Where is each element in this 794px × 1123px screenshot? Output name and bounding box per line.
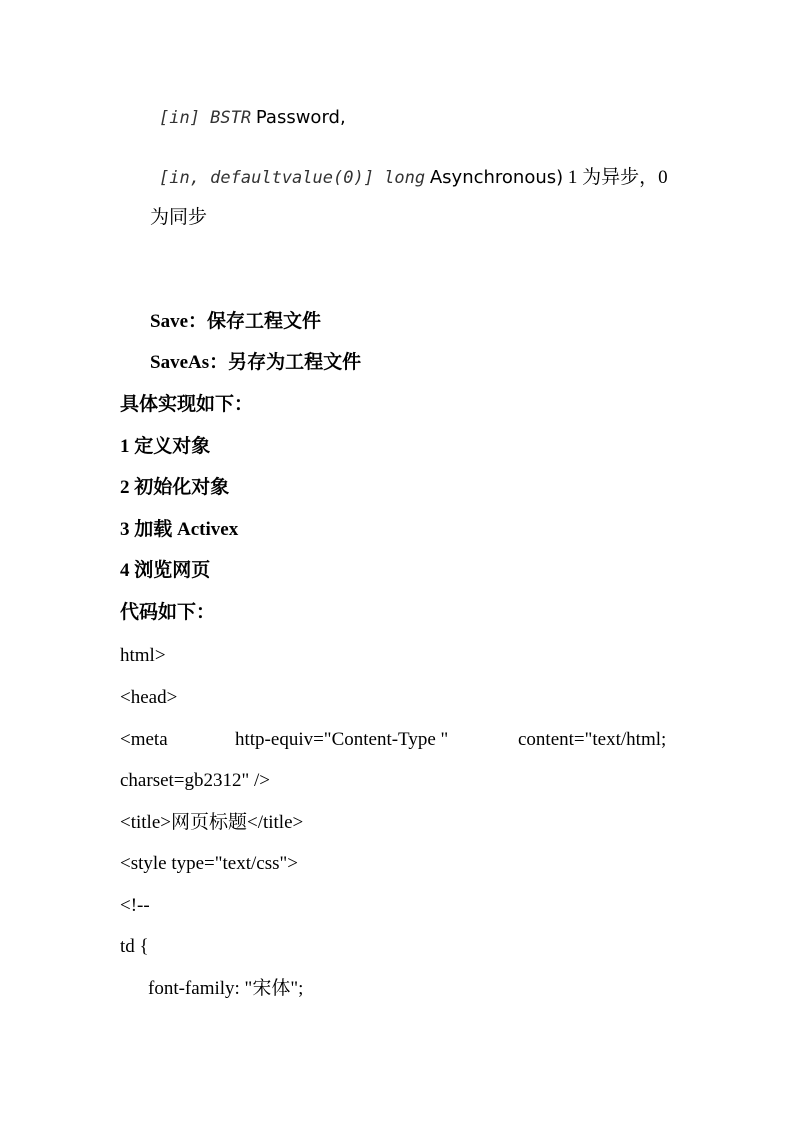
step-3: 3 加载 Activex bbox=[120, 519, 239, 540]
param-password-prefix: [in] BSTR bbox=[159, 108, 252, 128]
method-saveas: SaveAs：另存为工程文件 bbox=[150, 352, 362, 373]
code-line-meta-http-equiv: http-equiv="Content-Type " bbox=[235, 729, 449, 750]
code-line-html: html> bbox=[120, 645, 166, 666]
param-asynchronous-name: Asynchronous) bbox=[429, 167, 564, 188]
step-2: 2 初始化对象 bbox=[120, 477, 230, 498]
step-1: 1 定义对象 bbox=[120, 436, 211, 457]
param-password-name: Password, bbox=[255, 107, 346, 128]
step-4: 4 浏览网页 bbox=[120, 560, 211, 581]
method-save: Save：保存工程文件 bbox=[150, 311, 322, 332]
code-line-font-family: font-family: "宋体"; bbox=[148, 978, 304, 999]
param-password-line bbox=[159, 106, 346, 130]
code-heading: 代码如下： bbox=[120, 602, 216, 623]
code-line-head: <head> bbox=[120, 687, 178, 708]
code-line-meta-start: <meta bbox=[120, 729, 168, 750]
implementation-heading: 具体实现如下： bbox=[120, 394, 254, 415]
param-asynchronous-suffix: 1 为异步，0 bbox=[567, 167, 668, 188]
code-line-comment-open: <!-- bbox=[120, 895, 150, 916]
code-line-style: <style type="text/css"> bbox=[120, 853, 298, 874]
code-line-charset: charset=gb2312" /> bbox=[120, 770, 271, 791]
param-asynchronous-prefix: [in, defaultvalue(0)] long bbox=[159, 168, 426, 188]
param-asynchronous-line bbox=[159, 166, 668, 190]
param-asynchronous-continuation: 为同步 bbox=[150, 207, 208, 228]
code-line-title: <title>网页标题</title> bbox=[120, 812, 304, 833]
code-line-meta-content: content="text/html; bbox=[518, 729, 667, 750]
code-line-td-selector: td { bbox=[120, 936, 149, 957]
